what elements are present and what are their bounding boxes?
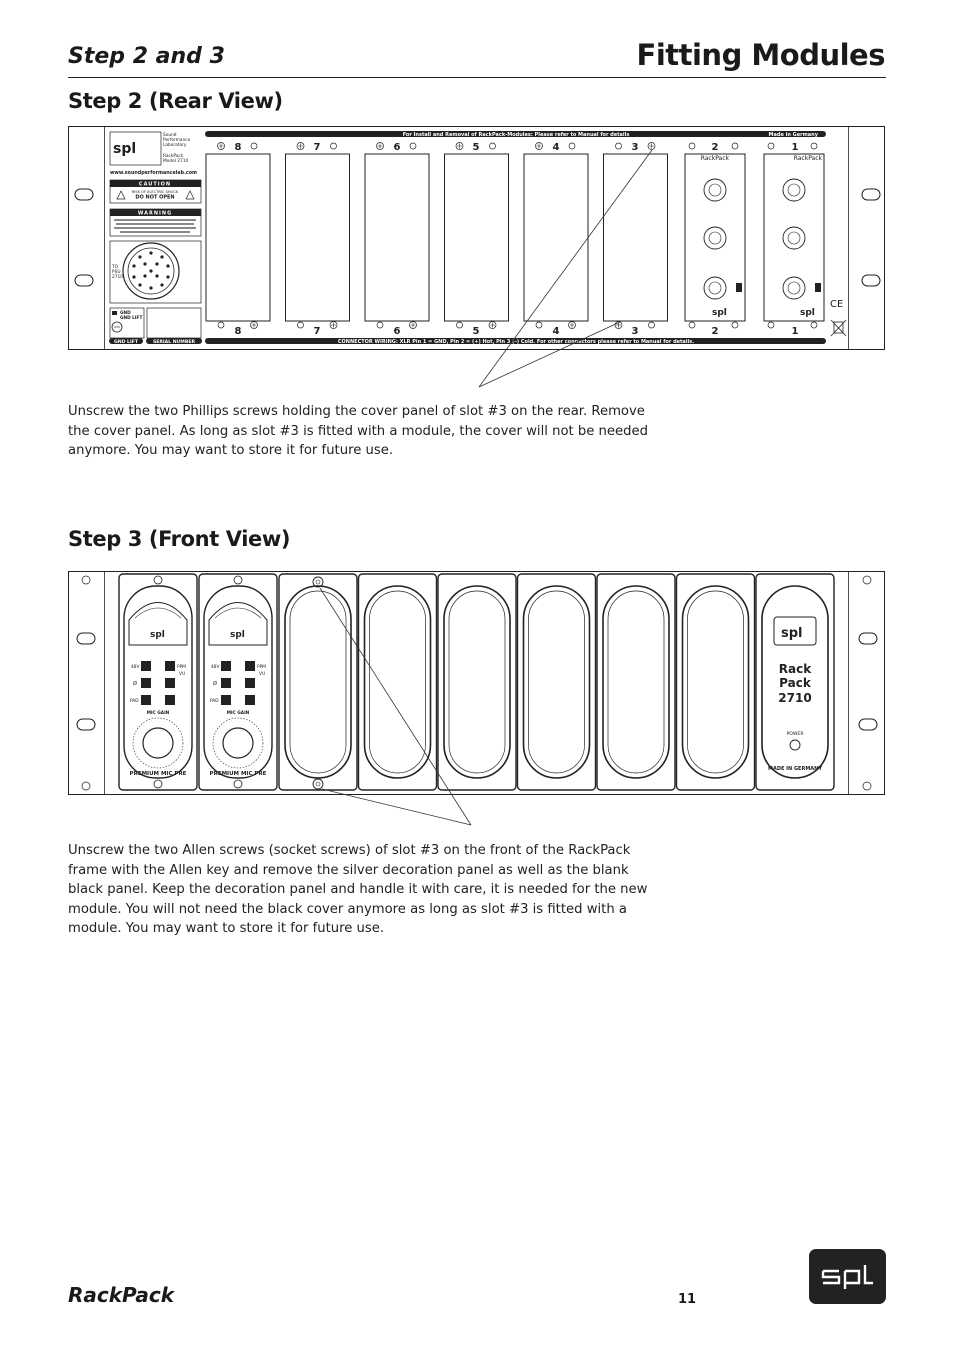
rear-slot-number-bottom: 3 <box>631 326 639 337</box>
page-number: 11 <box>678 1292 697 1307</box>
front-view-illustration <box>0 565 954 835</box>
rear-slot-number-bottom: 4 <box>552 326 560 337</box>
btn-48v-label: 48V <box>211 665 220 670</box>
mic-gain-knob[interactable] <box>223 728 253 758</box>
front-pack-label: Pack <box>779 676 811 690</box>
front-made-in: MADE IN GERMANY <box>768 766 822 772</box>
rear-website: www.soundperformancelab.com <box>110 171 198 176</box>
rear-bottom-strip-text: CONNECTOR WIRING: XLR Pin 1 = GND, Pin 2 = (+) Hot, Pin 3 (–) Cold. For other connectors please refer to Manual for details. <box>337 338 695 345</box>
mic-gain-label: MIC GAIN <box>146 711 170 716</box>
rear-gnd-lift-label: GND LIFT <box>120 316 143 321</box>
spl-logo-icon <box>809 1249 886 1304</box>
header-rule <box>68 77 886 78</box>
front-module-slot-1 <box>119 574 197 790</box>
btn-phase-label: Ø <box>213 681 217 687</box>
step3-heading: Step 3 (Front View) <box>68 527 291 551</box>
rear-slot-number-top: 2 <box>711 142 719 153</box>
btn-pad-label: PAD <box>210 699 219 704</box>
btn-phase-label: Ø <box>133 681 137 687</box>
power-label: POWER <box>786 732 804 737</box>
rear-caution-title: CAUTION <box>138 181 172 188</box>
rear-company: Sound Performance Laboratory <box>163 133 191 148</box>
rear-slot-number-bottom: 7 <box>313 326 321 337</box>
rear-slot-number-top: 6 <box>393 142 401 153</box>
svg-text:spl: spl <box>150 630 165 640</box>
rear-slot-number-bottom: 1 <box>791 326 799 337</box>
step2-body: Unscrew the two Phillips screws holding the cover panel of slot #3 on the rear. Remove the cover panel. As long as slot #3 is fitted with a module, the cover will not be needed anymore. You may want to store it for future use. <box>68 404 648 459</box>
section-title: Step 2 and 3 <box>68 44 225 69</box>
front-spl-logo: spl <box>781 626 803 641</box>
rear-caution-line2: DO NOT OPEN <box>135 194 175 201</box>
btn-vu-label: VU <box>259 672 266 677</box>
svg-text:RackPack: RackPack <box>163 154 184 159</box>
step2-heading: Step 2 (Rear View) <box>68 89 283 113</box>
rear-slot-number-top: 3 <box>631 142 639 153</box>
svg-text:spl: spl <box>230 630 245 640</box>
module-name: PREMIUM MIC PRE <box>129 771 187 777</box>
btn-ppm-label: PPM <box>257 665 266 670</box>
front-slot-3-blank <box>279 574 357 790</box>
rear-slot-number-top: 8 <box>234 142 242 153</box>
front-model-label: 2710 <box>778 691 812 705</box>
rear-warning-title: WARNING <box>137 210 173 217</box>
svg-text:Model 2710: Model 2710 <box>163 159 189 164</box>
rear-module-brand: RackPack <box>700 155 729 162</box>
ce-mark: CE <box>830 299 844 310</box>
rear-top-strip-text: For Install and Removal of RackPack-Modules: Please refer to Manual for details <box>402 131 630 138</box>
rear-slot-number-top: 1 <box>791 142 799 153</box>
mic-gain-label: MIC GAIN <box>226 711 250 716</box>
rear-serial-label: SERIAL NUMBER <box>152 339 196 345</box>
btn-vu-label: VU <box>179 672 186 677</box>
rear-module-brand: RackPack <box>793 155 822 162</box>
btn-pad-label: PAD <box>130 699 139 704</box>
footer-title: RackPack <box>68 1283 175 1307</box>
module-name: PREMIUM MIC PRE <box>209 771 267 777</box>
rear-slot-number-top: 7 <box>313 142 321 153</box>
btn-48v-label: 48V <box>131 665 140 670</box>
svg-text:spl: spl <box>800 308 815 318</box>
rear-slot-number-bottom: 8 <box>234 326 242 337</box>
svg-text:spl: spl <box>712 308 727 318</box>
rear-made-in: Made in Germany <box>768 131 818 138</box>
btn-ppm-label: PPM <box>177 665 186 670</box>
rear-slot-number-top: 4 <box>552 142 560 153</box>
page-title: Fitting Modules <box>636 38 885 72</box>
mic-gain-knob[interactable] <box>143 728 173 758</box>
rear-view-illustration <box>0 120 954 400</box>
rear-slot-number-bottom: 5 <box>472 326 480 337</box>
front-rack-label: Rack <box>778 662 812 676</box>
rear-spl-logo: spl <box>113 141 137 157</box>
rear-caution-line1: RISK OF ELECTRIC SHOCK <box>131 190 179 194</box>
rear-slot-number-bottom: 6 <box>393 326 401 337</box>
front-module-slot-2 <box>199 574 277 790</box>
rear-slot-number-top: 5 <box>472 142 480 153</box>
rear-gnd-lift-button: GND LIFT <box>114 339 138 345</box>
rear-psu-label: TO PSU 2710 <box>112 265 123 280</box>
step3-body: Unscrew the two Allen screws (socket screws) of slot #3 on the front of the RackPack frame with the Allen key and remove the silver decoration panel as well as the blank black panel. Keep the decoration panel and handle it with care, it is needed for the new module. You will not need the black cover anymore as long as slot #3 is fitted with a module. You may want to store it for future use. <box>68 843 648 937</box>
rear-gnd-label: GND <box>120 311 131 316</box>
front-power-module <box>756 574 834 790</box>
rear-slot-number-bottom: 2 <box>711 326 719 337</box>
